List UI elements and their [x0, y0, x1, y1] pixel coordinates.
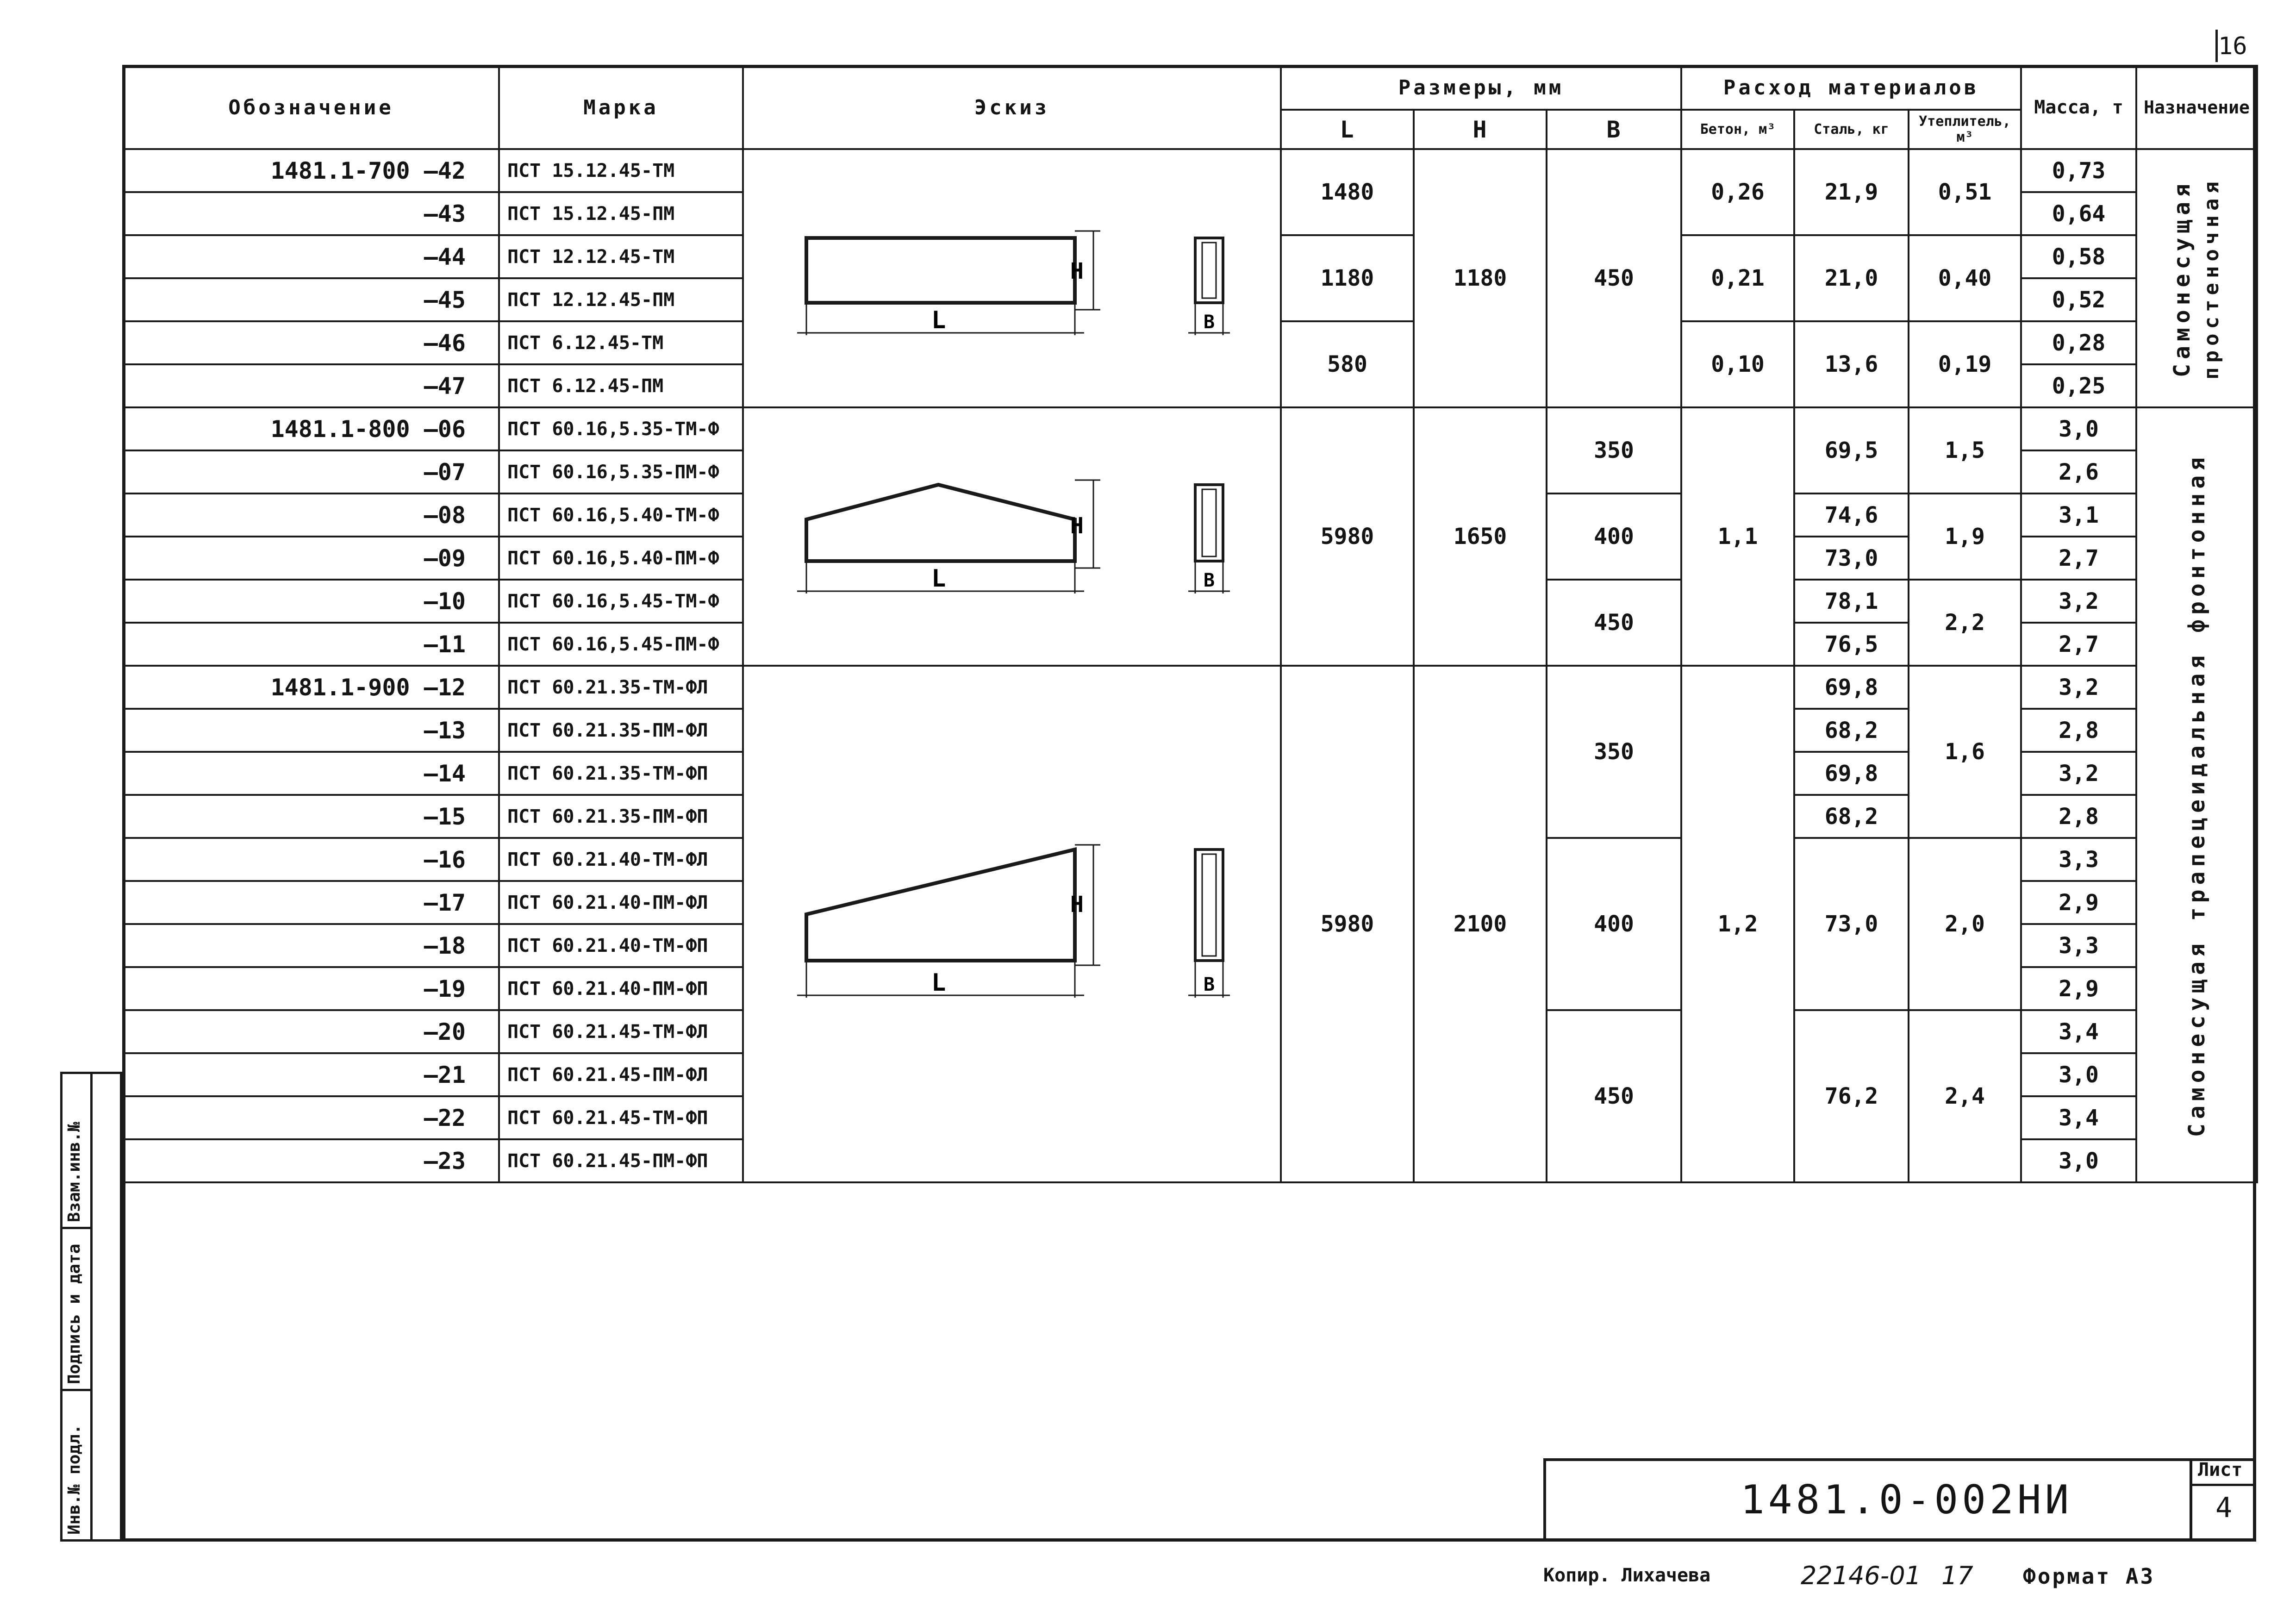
drawing-frame	[122, 65, 2256, 1542]
designation-cell: —47	[123, 364, 499, 407]
designation-cell: 1481.1-700 —42	[123, 149, 499, 192]
mass-cell: 2,6	[2021, 450, 2136, 493]
header-concrete: Бетон, м³	[1681, 110, 1794, 149]
mark-cell: ПСТ 6.12.45-ТМ	[499, 321, 743, 364]
designation-cell: —18	[123, 924, 499, 967]
mass-cell: 3,2	[2021, 752, 2136, 795]
footer-sheet-number: 17	[1941, 1561, 1973, 1590]
mark-cell: ПСТ 60.21.40-ПМ-ФЛ	[499, 881, 743, 924]
mark-cell: ПСТ 12.12.45-ТМ	[499, 235, 743, 278]
mass-cell: 2,8	[2021, 709, 2136, 752]
purpose-text: Самонесущая трапецеидальная фронтонная	[2184, 452, 2210, 1137]
insulation-cell: 0,40	[1909, 235, 2021, 321]
header-sketch: Эскиз	[743, 66, 1281, 149]
mark-cell: ПСТ 12.12.45-ПМ	[499, 278, 743, 321]
header-steel: Сталь, кг	[1794, 110, 1909, 149]
steel-cell: 76,5	[1794, 623, 1909, 666]
mark-cell: ПСТ 6.12.45-ПМ	[499, 364, 743, 407]
mark-cell: ПСТ 60.16,5.45-ТМ-Ф	[499, 580, 743, 623]
designation-cell: —13	[123, 709, 499, 752]
designation-cell: —46	[123, 321, 499, 364]
footer-format: Формат А3	[2023, 1564, 2155, 1589]
mass-cell: 0,28	[2021, 321, 2136, 364]
insulation-cell: 1,5	[1909, 407, 2021, 493]
dim-l-cell: 580	[1281, 321, 1414, 407]
steel-cell: 68,2	[1794, 795, 1909, 838]
designation-cell: —45	[123, 278, 499, 321]
designation-cell: —22	[123, 1096, 499, 1139]
steel-cell: 74,6	[1794, 493, 1909, 537]
steel-cell: 69,8	[1794, 666, 1909, 709]
mark-cell: ПСТ 60.21.35-ПМ-ФП	[499, 795, 743, 838]
sketch-l-label: L	[931, 306, 946, 334]
mass-cell: 0,73	[2021, 149, 2136, 192]
dim-h-cell: 1650	[1414, 407, 1547, 666]
sketch-b-label: B	[1204, 570, 1215, 591]
dim-l-cell: 5980	[1281, 407, 1414, 666]
concrete-cell: 0,21	[1681, 235, 1794, 321]
steel-cell: 69,8	[1794, 752, 1909, 795]
designation-cell: —16	[123, 838, 499, 881]
designation-cell: —44	[123, 235, 499, 278]
designation-cell: —21	[123, 1053, 499, 1096]
steel-cell: 73,0	[1794, 838, 1909, 1010]
steel-cell: 21,9	[1794, 149, 1909, 235]
designation-cell: —08	[123, 493, 499, 537]
mark-cell: ПСТ 60.21.45-ПМ-ФП	[499, 1139, 743, 1182]
header-insulation: Утеплитель, м³	[1909, 110, 2021, 149]
mass-cell: 3,3	[2021, 924, 2136, 967]
concrete-cell: 1,1	[1681, 407, 1794, 666]
insulation-cell: 2,0	[1909, 838, 2021, 1010]
sketch-b-label: B	[1204, 974, 1215, 995]
designation-cell: —15	[123, 795, 499, 838]
mark-cell: ПСТ 60.21.45-ПМ-ФЛ	[499, 1053, 743, 1096]
dim-b-cell: 400	[1547, 838, 1681, 1010]
header-designation: Обозначение	[123, 66, 499, 149]
dim-l-cell: 1480	[1281, 149, 1414, 235]
side-label-inv-number: Инв.№ подл.	[65, 1424, 84, 1535]
header-dim-l: L	[1281, 110, 1414, 149]
mark-cell: ПСТ 60.21.40-ПМ-ФП	[499, 967, 743, 1010]
steel-cell: 21,0	[1794, 235, 1909, 321]
insulation-cell: 2,4	[1909, 1010, 2021, 1182]
header-purpose: Назначение	[2136, 66, 2257, 149]
mark-cell: ПСТ 60.16,5.40-ПМ-Ф	[499, 537, 743, 580]
dim-b-cell: 400	[1547, 493, 1681, 580]
header-dim-b: B	[1547, 110, 1681, 149]
dim-b-cell: 350	[1547, 407, 1681, 493]
designation-cell: —11	[123, 623, 499, 666]
concrete-cell: 1,2	[1681, 666, 1794, 1182]
page-number: 16	[2218, 32, 2247, 60]
dim-h-cell: 2100	[1414, 666, 1547, 1182]
mass-cell: 3,0	[2021, 1053, 2136, 1096]
insulation-cell: 2,2	[1909, 580, 2021, 666]
mass-cell: 3,2	[2021, 580, 2136, 623]
header-mass: Масса, т	[2021, 66, 2136, 149]
designation-cell: —20	[123, 1010, 499, 1053]
header-mark: Марка	[499, 66, 743, 149]
insulation-cell: 1,6	[1909, 666, 2021, 838]
dim-b-cell: 450	[1547, 149, 1681, 407]
designation-cell: 1481.1-800 —06	[123, 407, 499, 450]
concrete-cell: 0,26	[1681, 149, 1794, 235]
designation-cell: —09	[123, 537, 499, 580]
mass-cell: 0,52	[2021, 278, 2136, 321]
purpose-line-2: простеночная	[2199, 177, 2223, 380]
sheet-number: 4	[2215, 1492, 2233, 1524]
document-code: 1481.0-002НИ	[1741, 1477, 2073, 1523]
sketch-h-label: H	[1070, 258, 1084, 284]
side-label-replaced-inv: Взам.инв.№	[65, 1122, 84, 1222]
concrete-cell: 0,10	[1681, 321, 1794, 407]
steel-cell: 73,0	[1794, 537, 1909, 580]
mass-cell: 3,0	[2021, 1139, 2136, 1182]
mass-cell: 3,1	[2021, 493, 2136, 537]
insulation-cell: 0,51	[1909, 149, 2021, 235]
sketch-l-label: L	[931, 565, 946, 593]
footer-copied-by: Копир. Лихачева	[1543, 1565, 1711, 1586]
designation-cell: 1481.1-900 —12	[123, 666, 499, 709]
steel-cell: 13,6	[1794, 321, 1909, 407]
sketch-l-label: L	[931, 969, 946, 997]
purpose-line-1: Самонесущая	[2169, 179, 2195, 377]
steel-cell: 69,5	[1794, 407, 1909, 493]
mass-cell: 2,7	[2021, 623, 2136, 666]
mass-cell: 3,4	[2021, 1096, 2136, 1139]
mass-cell: 0,25	[2021, 364, 2136, 407]
mass-cell: 3,4	[2021, 1010, 2136, 1053]
page-number-bar	[2215, 30, 2218, 62]
mass-cell: 3,2	[2021, 666, 2136, 709]
mass-cell: 3,0	[2021, 407, 2136, 450]
insulation-cell: 1,9	[1909, 493, 2021, 580]
steel-cell: 78,1	[1794, 580, 1909, 623]
designation-cell: —19	[123, 967, 499, 1010]
mark-cell: ПСТ 60.16,5.40-ТМ-Ф	[499, 493, 743, 537]
dim-h-cell: 1180	[1414, 149, 1547, 407]
footer-order-number: 22146-01	[1801, 1561, 1921, 1590]
mark-cell: ПСТ 15.12.45-ТМ	[499, 149, 743, 192]
mass-cell: 3,3	[2021, 838, 2136, 881]
designation-cell: —07	[123, 450, 499, 493]
mass-cell: 0,58	[2021, 235, 2136, 278]
mass-cell: 2,7	[2021, 537, 2136, 580]
insulation-cell: 0,19	[1909, 321, 2021, 407]
mass-cell: 0,64	[2021, 192, 2136, 235]
designation-cell: —43	[123, 192, 499, 235]
mark-cell: ПСТ 60.21.45-ТМ-ФЛ	[499, 1010, 743, 1053]
designation-cell: —10	[123, 580, 499, 623]
designation-cell: —17	[123, 881, 499, 924]
mark-cell: ПСТ 60.21.35-ТМ-ФЛ	[499, 666, 743, 709]
mark-cell: ПСТ 60.21.35-ТМ-ФП	[499, 752, 743, 795]
mark-cell: ПСТ 60.21.35-ПМ-ФЛ	[499, 709, 743, 752]
sheet-label: Лист	[2198, 1459, 2243, 1480]
mass-cell: 2,9	[2021, 967, 2136, 1010]
mark-cell: ПСТ 60.21.40-ТМ-ФЛ	[499, 838, 743, 881]
mass-cell: 2,9	[2021, 881, 2136, 924]
header-materials: Расход материалов	[1681, 66, 2021, 110]
mark-cell: ПСТ 60.16,5.35-ТМ-Ф	[499, 407, 743, 450]
designation-cell: —23	[123, 1139, 499, 1182]
mark-cell: ПСТ 60.21.45-ТМ-ФП	[499, 1096, 743, 1139]
dim-b-cell: 350	[1547, 666, 1681, 838]
sheet-divider	[2190, 1484, 2256, 1486]
mark-cell: ПСТ 60.16,5.35-ПМ-Ф	[499, 450, 743, 493]
steel-cell: 76,2	[1794, 1010, 1909, 1182]
sketch-b-label: B	[1204, 312, 1215, 333]
mark-cell: ПСТ 60.21.40-ТМ-ФП	[499, 924, 743, 967]
header-dimensions: Размеры, мм	[1281, 66, 1681, 110]
steel-cell: 68,2	[1794, 709, 1909, 752]
mark-cell: ПСТ 15.12.45-ПМ	[499, 192, 743, 235]
dim-b-cell: 450	[1547, 1010, 1681, 1182]
sketch-h-label: H	[1070, 892, 1084, 918]
header-dim-h: H	[1414, 110, 1547, 149]
side-label-signature-date: Подпись и дата	[65, 1243, 84, 1384]
designation-cell: —14	[123, 752, 499, 795]
mass-cell: 2,8	[2021, 795, 2136, 838]
mark-cell: ПСТ 60.16,5.45-ПМ-Ф	[499, 623, 743, 666]
dim-b-cell: 450	[1547, 580, 1681, 666]
dim-l-cell: 1180	[1281, 235, 1414, 321]
dim-l-cell: 5980	[1281, 666, 1414, 1182]
sketch-h-label: H	[1070, 513, 1084, 539]
